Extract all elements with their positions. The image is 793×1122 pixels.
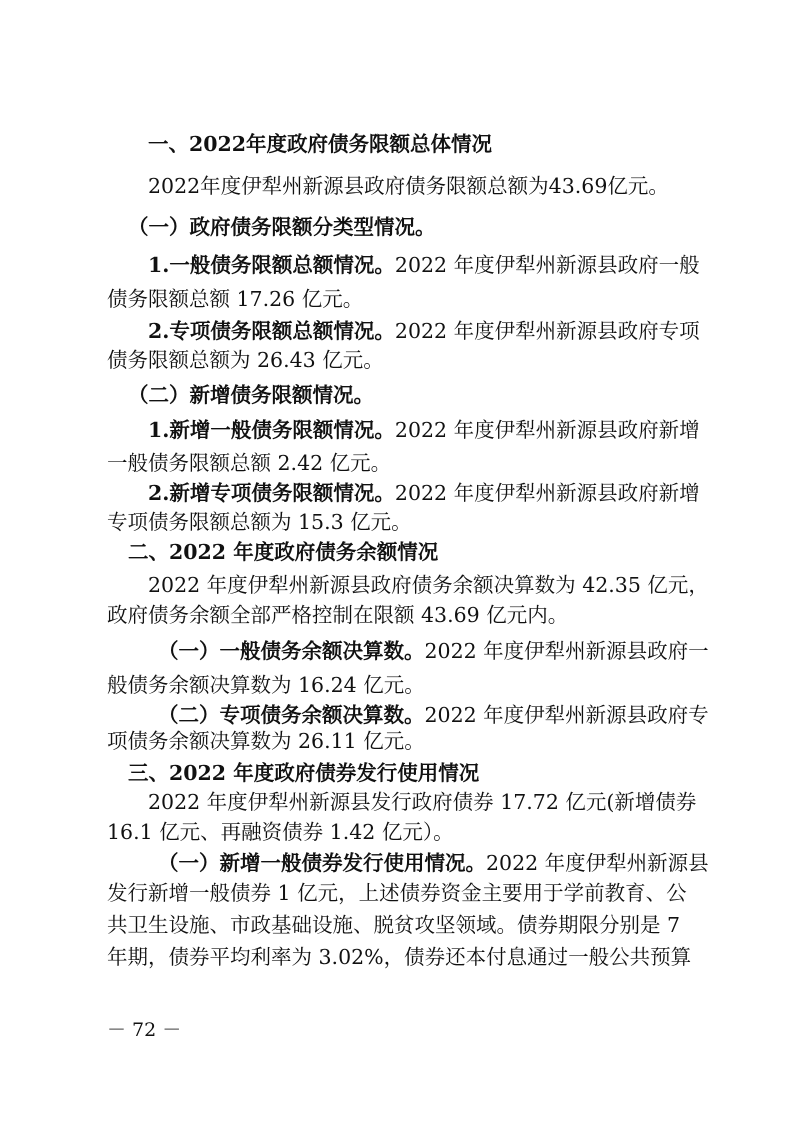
item-text: 2022 年度伊犁州新源县政府专项 [394,319,700,343]
subsection-heading: （二）新增债务限额情况。 [128,383,374,407]
section-3-heading: 三、2022 年度政府债券发行使用情况 [128,761,480,785]
paragraph-line: 债务限额总额为 26.43 亿元。 [107,348,384,372]
item-text: 2022 年度伊犁州新源县 [486,851,709,875]
item-heading: 2.专项债务限额总额情况。 [148,319,395,343]
paragraph-line: 2022 年度伊犁州新源县发行政府债券 17.72 亿元(新增债券 [148,790,697,814]
paragraph-line: 政府债务余额全部严格控制在限额 43.69 亿元内。 [107,603,569,627]
paragraph-line [148,478,748,508]
paragraph-line [148,316,748,346]
item-heading: （二）专项债务余额决算数。 [158,703,425,727]
section-2-heading: 二、2022 年度政府债务余额情况 [128,540,439,564]
paragraph-line: 项债务余额决算数为 26.11 亿元。 [107,729,425,753]
subsection-heading: （一）政府债务限额分类型情况。 [128,215,436,239]
page-number: － 72 － [107,1019,182,1041]
paragraph-line: 般债务余额决算数为 16.24 亿元。 [107,673,425,697]
paragraph-line [158,636,758,666]
paragraph-line: 发行新增一般债券 1 亿元，上述债券资金主要用于学前教育、公 [107,881,687,905]
item-heading: 1.新增一般债务限额情况。 [148,418,395,442]
item-text: 2022 年度伊犁州新源县政府专 [424,703,709,727]
item-heading: （一）一般债务余额决算数。 [158,639,425,663]
section-1-heading: 一、2022年度政府债务限额总体情况 [148,132,493,156]
paragraph: 2022年度伊犁州新源县政府债务限额总额为43.69亿元。 [148,174,669,198]
paragraph-line: 年期，债券平均利率为 3.02%，债券还本付息通过一般公共预算 [107,945,692,969]
paragraph-line: 16.1 亿元、再融资债券 1.42 亿元）。 [107,820,454,844]
item-heading: （一）新增一般债券发行使用情况。 [158,851,486,875]
paragraph-line: 共卫生设施、市政基础设施、脱贫攻坚领域。债券期限分别是 7 [107,913,681,937]
paragraph-line: 一般债务限额总额 2.42 亿元。 [107,451,392,475]
item-text: 2022 年度伊犁州新源县政府一般 [394,253,700,277]
paragraph-line: 债务限额总额 17.26 亿元。 [107,287,364,311]
item-heading: 2.新增专项债务限额情况。 [148,481,395,505]
paragraph-line: 2022 年度伊犁州新源县政府债务余额决算数为 42.35 亿元， [148,573,709,597]
item-text: 2022 年度伊犁州新源县政府新增 [394,481,700,505]
paragraph-line [148,250,748,280]
paragraph-line [158,848,758,878]
item-text: 2022 年度伊犁州新源县政府一 [424,639,709,663]
item-text: 2022 年度伊犁州新源县政府新增 [394,418,700,442]
paragraph-line [148,415,748,445]
item-heading: 1.一般债务限额总额情况。 [148,253,395,277]
paragraph-line: 专项债务限额总额为 15.3 亿元。 [107,510,412,534]
